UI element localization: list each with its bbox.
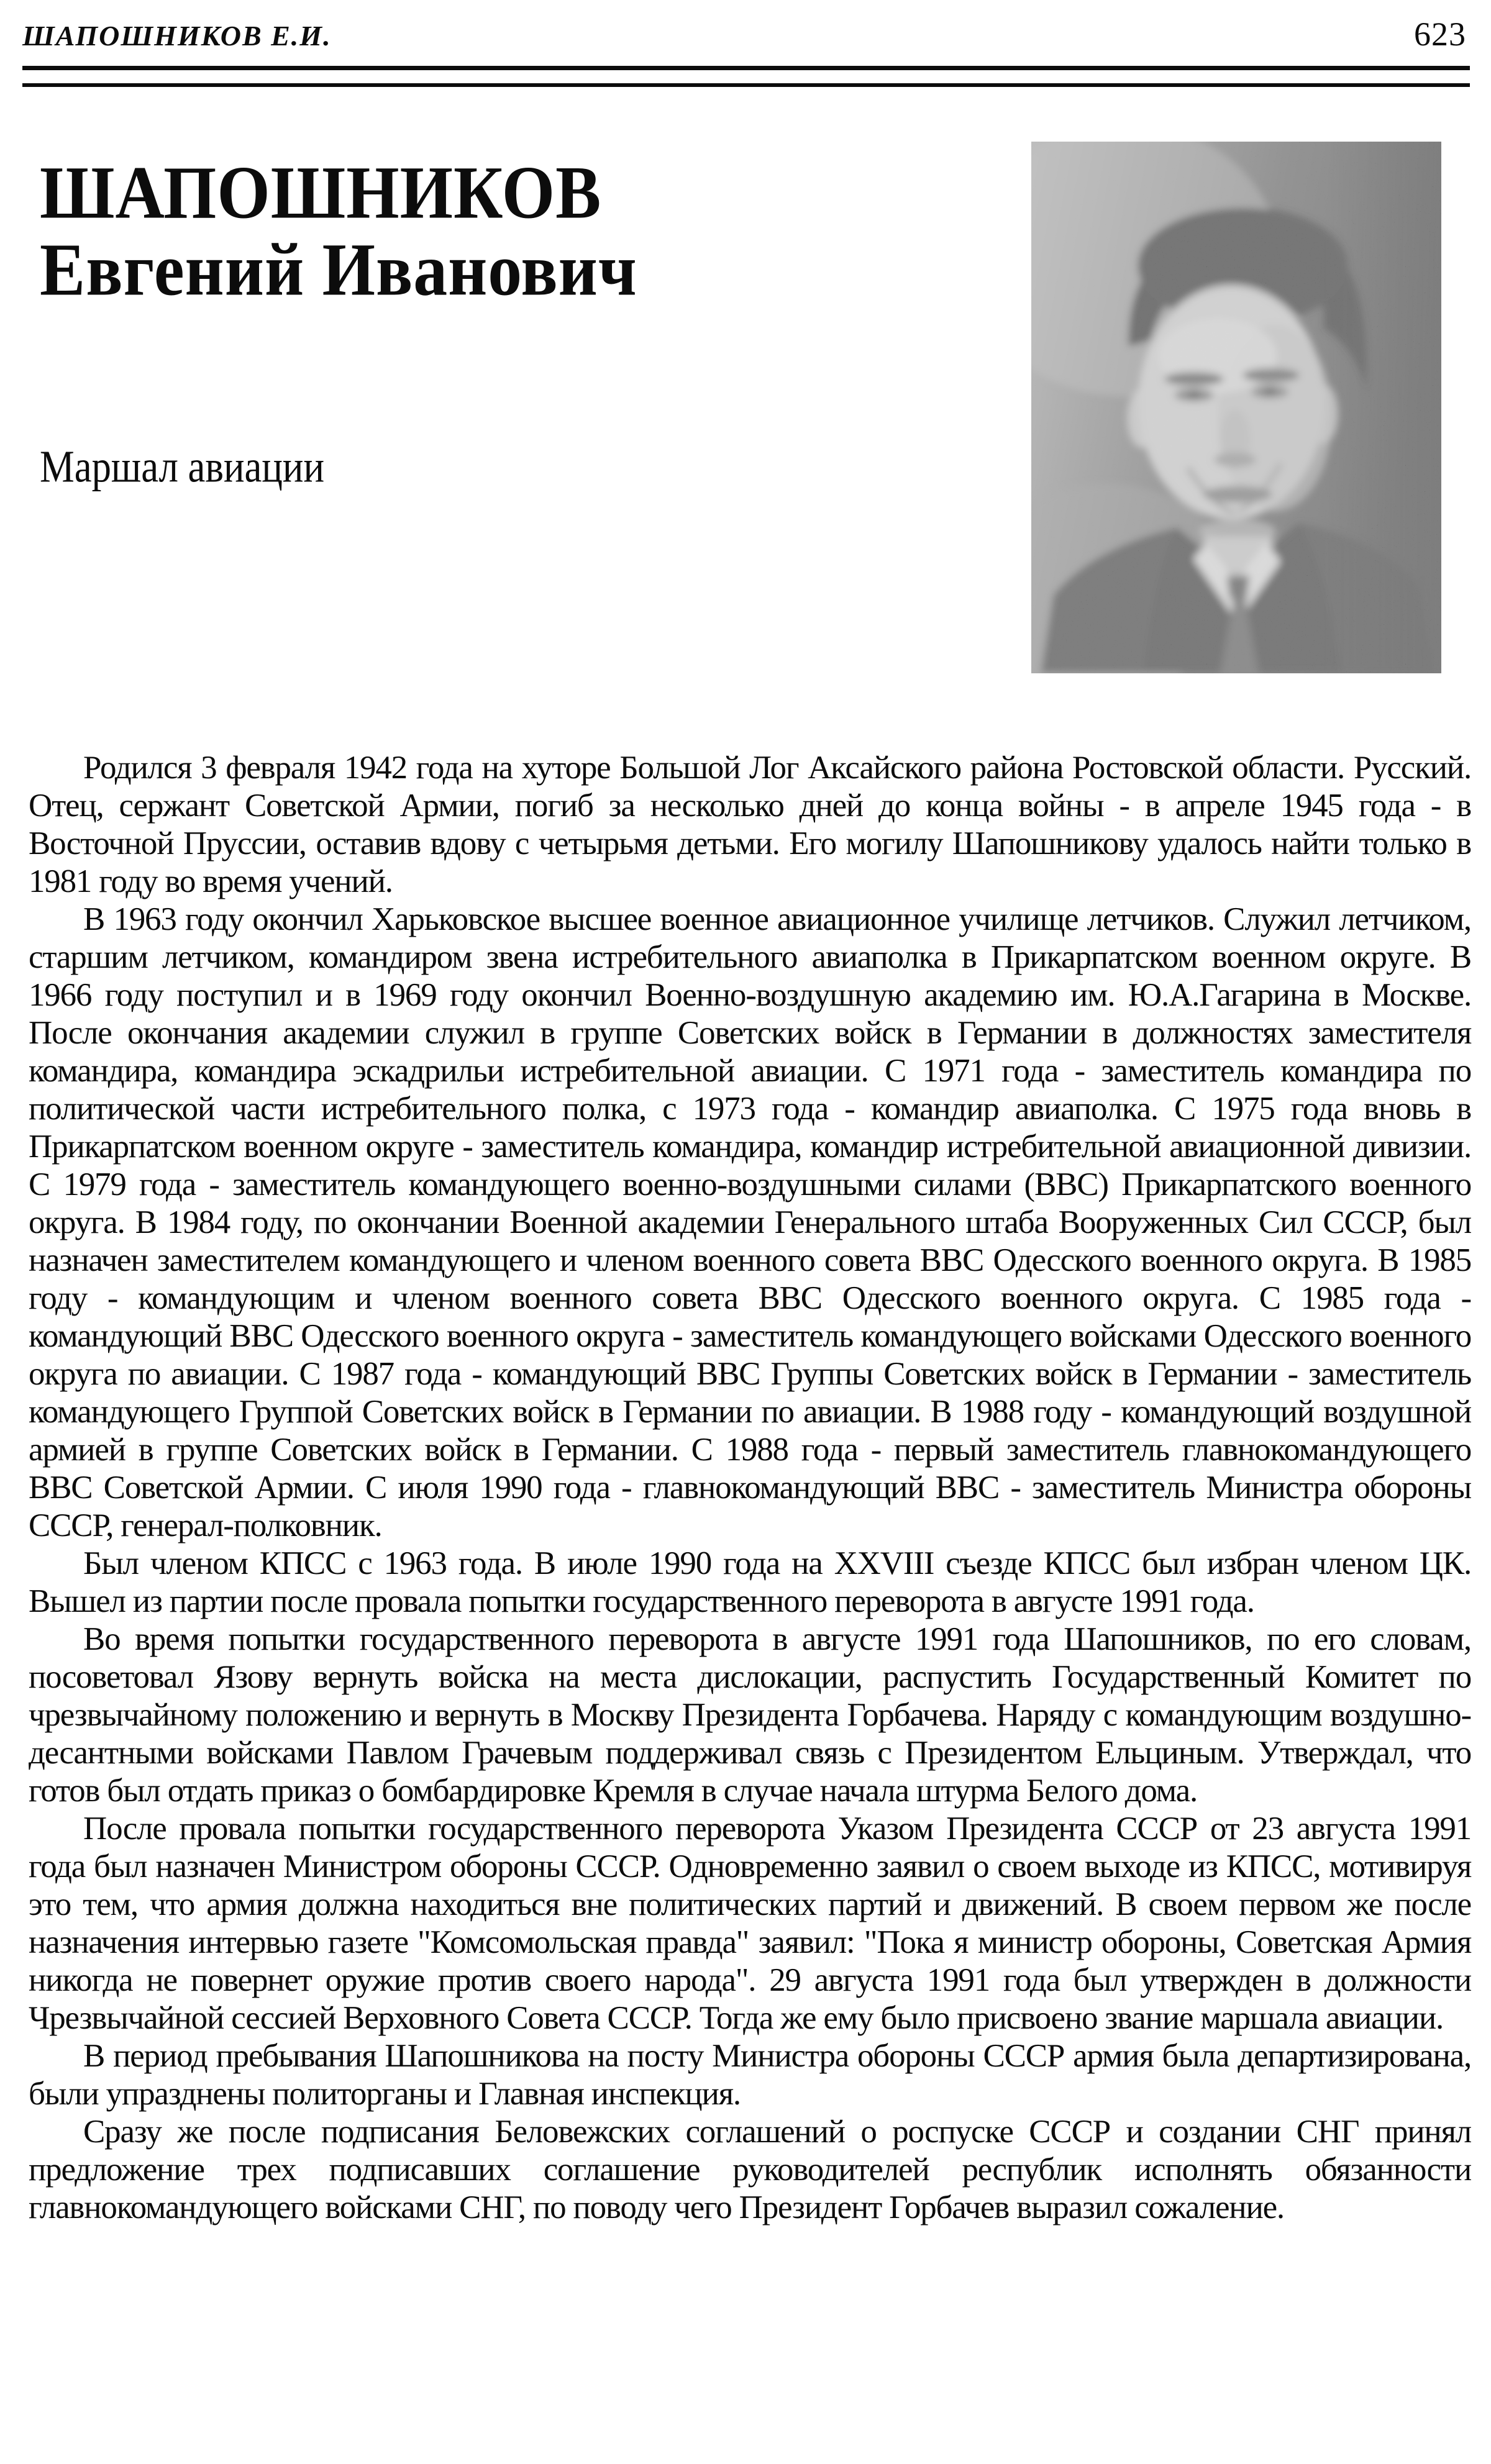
paragraph: Был членом КПСС с 1963 года. В июле 1990 года на XXVIII съезде КПСС был избран членом ЦК. Вышел из партии после провала попытки государственного переворота в августе 1991 года. xyxy=(29,1545,1471,1619)
running-header xyxy=(22,15,1466,53)
entry-title-name: Евгений Иванович xyxy=(40,228,637,312)
paragraph: После провала попытки государственного переворота Указом Президента СССР от 23 августа 1991 года был назначен Министром обороны СССР. Одновременно заявил о своем выходе из КПСС, мотивируя это тем, что армия должна находиться вне политических партий и движений. В своем первом же после назначения интервью газете "Комсомольская правда" заявил: "Пока я министр обороны, Советская Армия никогда не повернет оружие против своего народа". 29 августа 1991 года был утвержден в должности Чрезвычайной сессией Верховного Совета СССР. Тогда же ему было присвоено звание маршала авиации. xyxy=(29,1811,1471,2036)
paragraph: Родился 3 февраля 1942 года на хуторе Большой Лог Аксайского района Ростовской области. Русский. Отец, сержант Советской Армии, погиб за несколько дней до конца войны - в апреле 1945 года - в Восточной Пруссии, оставив вдову с четырьмя детьми. Его могилу Шапошникову удалось найти только в 1981 году во время учений. xyxy=(29,750,1471,899)
page-number: 623 xyxy=(1414,16,1466,53)
paragraph: В 1963 году окончил Харьковское высшее военное авиационное училище летчиков. Служил летчиком, старшим летчиком, командиром звена истребительного авиаполка в Прикарпатском военном округе. В 1966 году поступил и в 1969 году окончил Военно-воздушную академию им. Ю.А.Гагарина в Москве. После окончания академии служил в группе Советских войск в Германии в должностях заместителя командира, командира эскадрильи истребительной авиации. С 1971 года - заместитель командира по политической части истребительного полка, с 1973 года - командир авиаполка. С 1975 года вновь в Прикарпатском военном округе - заместитель командира, командир истребительной авиационной дивизии. С 1979 года - заместитель командующего военно-воздушными силами (ВВС) Прикарпатского военного округа. В 1984 году, по окончании Военной академии Генерального штаба Вооруженных Сил СССР, был назначен заместителем командующего и членом военного совета ВВС Одесского военного округа. В 1985 году - командующим и членом военного совета ВВС Одесского военного округа. С 1985 года - командующий ВВС Одесского военного округа - заместитель командующего войсками Одесского военного округа по авиации. С 1987 года - командующий ВВС Группы Советских войск в Германии - заместитель командующего Группой Советских войск в Германии по авиации. В 1988 году - командующий воздушной армией в группе Советских войск в Германии. С 1988 года - первый заместитель главнокомандующего ВВС Советской Армии. С июля 1990 года - главнокомандующий ВВС - заместитель Министра обороны СССР, генерал-полковник. xyxy=(29,901,1471,1543)
portrait-photo-rendering xyxy=(1031,142,1441,673)
running-title: ШАПОШНИКОВ Е.И. xyxy=(22,20,332,52)
paragraph: Сразу же после подписания Беловежских соглашений о роспуске СССР и создании СНГ принял предложение трех подписавших соглашение руководителей республик исполнять обязанности главнокомандующего войсками СНГ, по поводу чего Президент Горбачев выразил сожаление. xyxy=(29,2114,1471,2225)
entry-title-surname: ШАПОШНИКОВ xyxy=(40,151,602,235)
paragraph: Во время попытки государственного переворота в августе 1991 года Шапошников, по его словам, посоветовал Язову вернуть войска на места дислокации, распустить Государственный Комитет по чрезвычайному положению и вернуть в Москву Президента Горбачева. Наряду с командующим воздушно-десантными войсками Павлом Грачевым поддерживал связь с Президентом Ельциным. Утверждал, что готов был отдать приказ о бомбардировке Кремля в случае начала штурма Белого дома. xyxy=(29,1621,1471,1809)
entry-rank-subtitle: Маршал авиации xyxy=(40,442,325,492)
header-rule xyxy=(22,66,1470,87)
portrait-photo xyxy=(1031,142,1441,673)
paragraph: В период пребывания Шапошникова на посту Министра обороны СССР армия была департизирована, были упразднены политорганы и Главная инспекция. xyxy=(29,2038,1471,2112)
biography-text xyxy=(29,749,1471,2227)
